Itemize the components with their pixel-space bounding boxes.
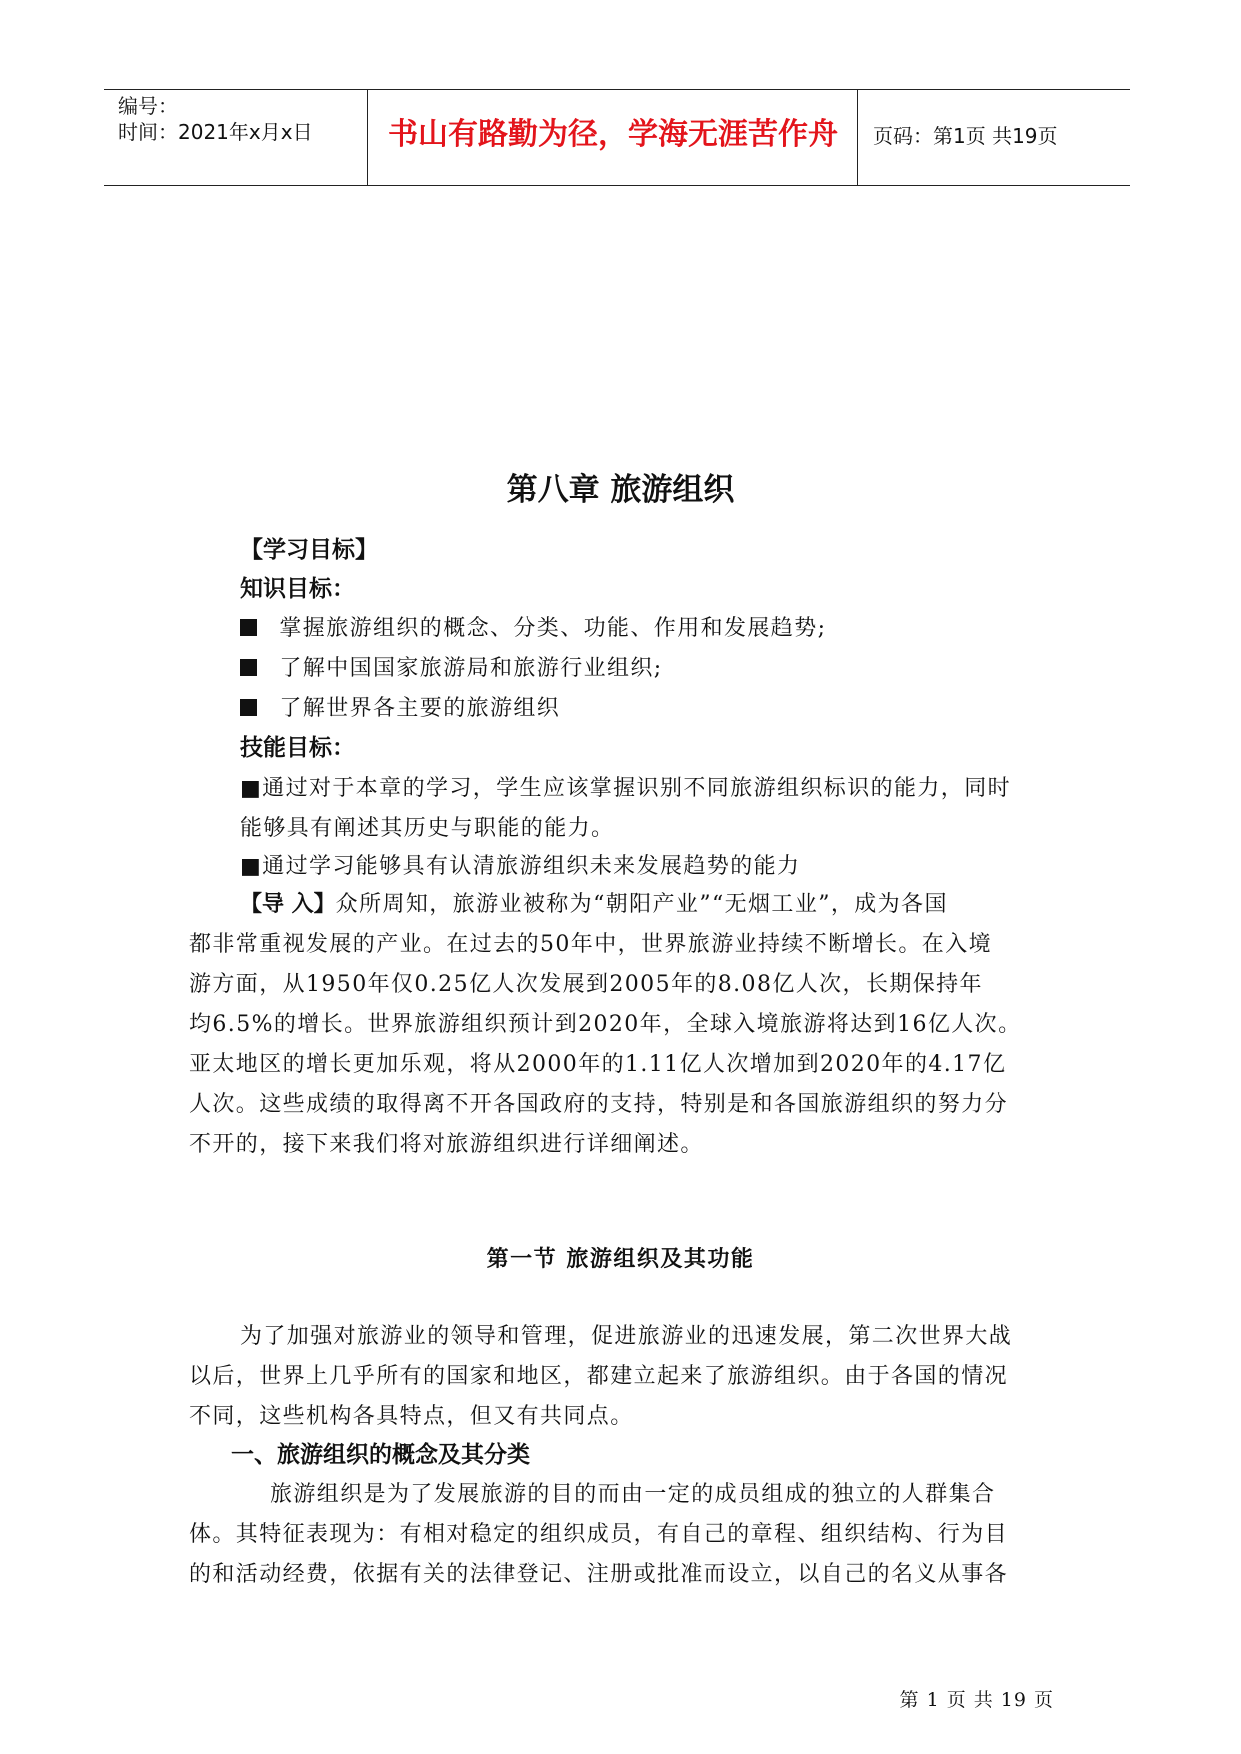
intro-line: 都非常重视发展的产业。在过去的50年中，世界旅游业持续不断增长。在入境 [189, 932, 992, 957]
skill-item: 能够具有阐述其历史与职能的能力。 [240, 816, 615, 841]
intro-line: 亚太地区的增长更加乐观，将从2000年的1.11亿人次增加到2020年的4.17亿 [189, 1052, 1007, 1077]
section-title: 第一节 旅游组织及其功能 [486, 1246, 755, 1272]
bullet-square-icon [240, 659, 257, 676]
page-footer: 第 1 页 共 19 页 [899, 1689, 1054, 1711]
intro-line: 游方面，从1950年仅0.25亿人次发展到2005年的8.08亿人次，长期保持年 [189, 972, 983, 997]
knowledge-item-text: 了解世界各主要的旅游组织 [279, 696, 561, 721]
header-left-cell [104, 90, 368, 185]
chapter-title: 第八章 旅游组织 [506, 472, 735, 508]
knowledge-item-text: 了解中国国家旅游局和旅游行业组织; [279, 656, 663, 681]
header-middle-cell [369, 90, 858, 185]
document-number-label: 编号： [118, 94, 178, 118]
objectives-heading: 【学习目标】 [240, 537, 378, 563]
intro-line: 人次。这些成绩的取得离不开各国政府的支持，特别是和各国旅游组织的努力分 [189, 1092, 1009, 1117]
subsection-para-line: 的和活动经费，依据有关的法律登记、注册或批准而设立，以自己的名义从事各 [189, 1562, 1009, 1587]
section-para-line: 不同，这些机构各具特点，但又有共同点。 [189, 1404, 634, 1429]
bullet-square-icon [240, 619, 257, 636]
document-header [104, 89, 1130, 186]
intro-line: 不开的，接下来我们将对旅游组织进行详细阐述。 [189, 1132, 704, 1157]
header-page-info: 页码：第1页 共19页 [873, 124, 1058, 148]
subsection-para-line: 体。其特征表现为：有相对稳定的组织成员，有自己的章程、组织结构、行为目 [189, 1522, 1009, 1547]
intro-label: 【导 入】 [240, 892, 336, 917]
skill-item: ■通过学习能够具有认清旅游组织未来发展趋势的能力 [240, 854, 801, 879]
bullet-square-icon [240, 699, 257, 716]
subsection-title: 一、旅游组织的概念及其分类 [231, 1442, 530, 1468]
intro-first-line [240, 890, 948, 920]
section-para-line: 以后，世界上几乎所有的国家和地区，都建立起来了旅游组织。由于各国的情况 [189, 1364, 1009, 1389]
knowledge-item-text: 掌握旅游组织的概念、分类、功能、作用和发展趋势; [279, 616, 827, 641]
knowledge-item [240, 614, 826, 644]
skill-item: ■通过对于本章的学习，学生应该掌握识别不同旅游组织标识的能力，同时 [240, 776, 1011, 801]
skill-heading: 技能目标： [240, 735, 355, 761]
knowledge-item [240, 694, 560, 724]
intro-line: 众所周知，旅游业被称为“朝阳产业”“无烟工业”，成为各国 [335, 892, 948, 917]
knowledge-item [240, 654, 663, 684]
section-para-line: 为了加强对旅游业的领导和管理，促进旅游业的迅速发展，第二次世界大战 [240, 1324, 1013, 1349]
intro-line: 均6.5%的增长。世界旅游组织预计到2020年，全球入境旅游将达到16亿人次。 [189, 1012, 1022, 1037]
subsection-para-line: 旅游组织是为了发展旅游的目的而由一定的成员组成的独立的人群集合 [270, 1482, 996, 1507]
header-right-cell [859, 90, 1130, 185]
header-motto: 书山有路勤为径，学海无涯苦作舟 [388, 117, 838, 152]
document-time-label: 时间：2021年x月x日 [118, 120, 313, 144]
knowledge-heading: 知识目标： [240, 576, 355, 602]
